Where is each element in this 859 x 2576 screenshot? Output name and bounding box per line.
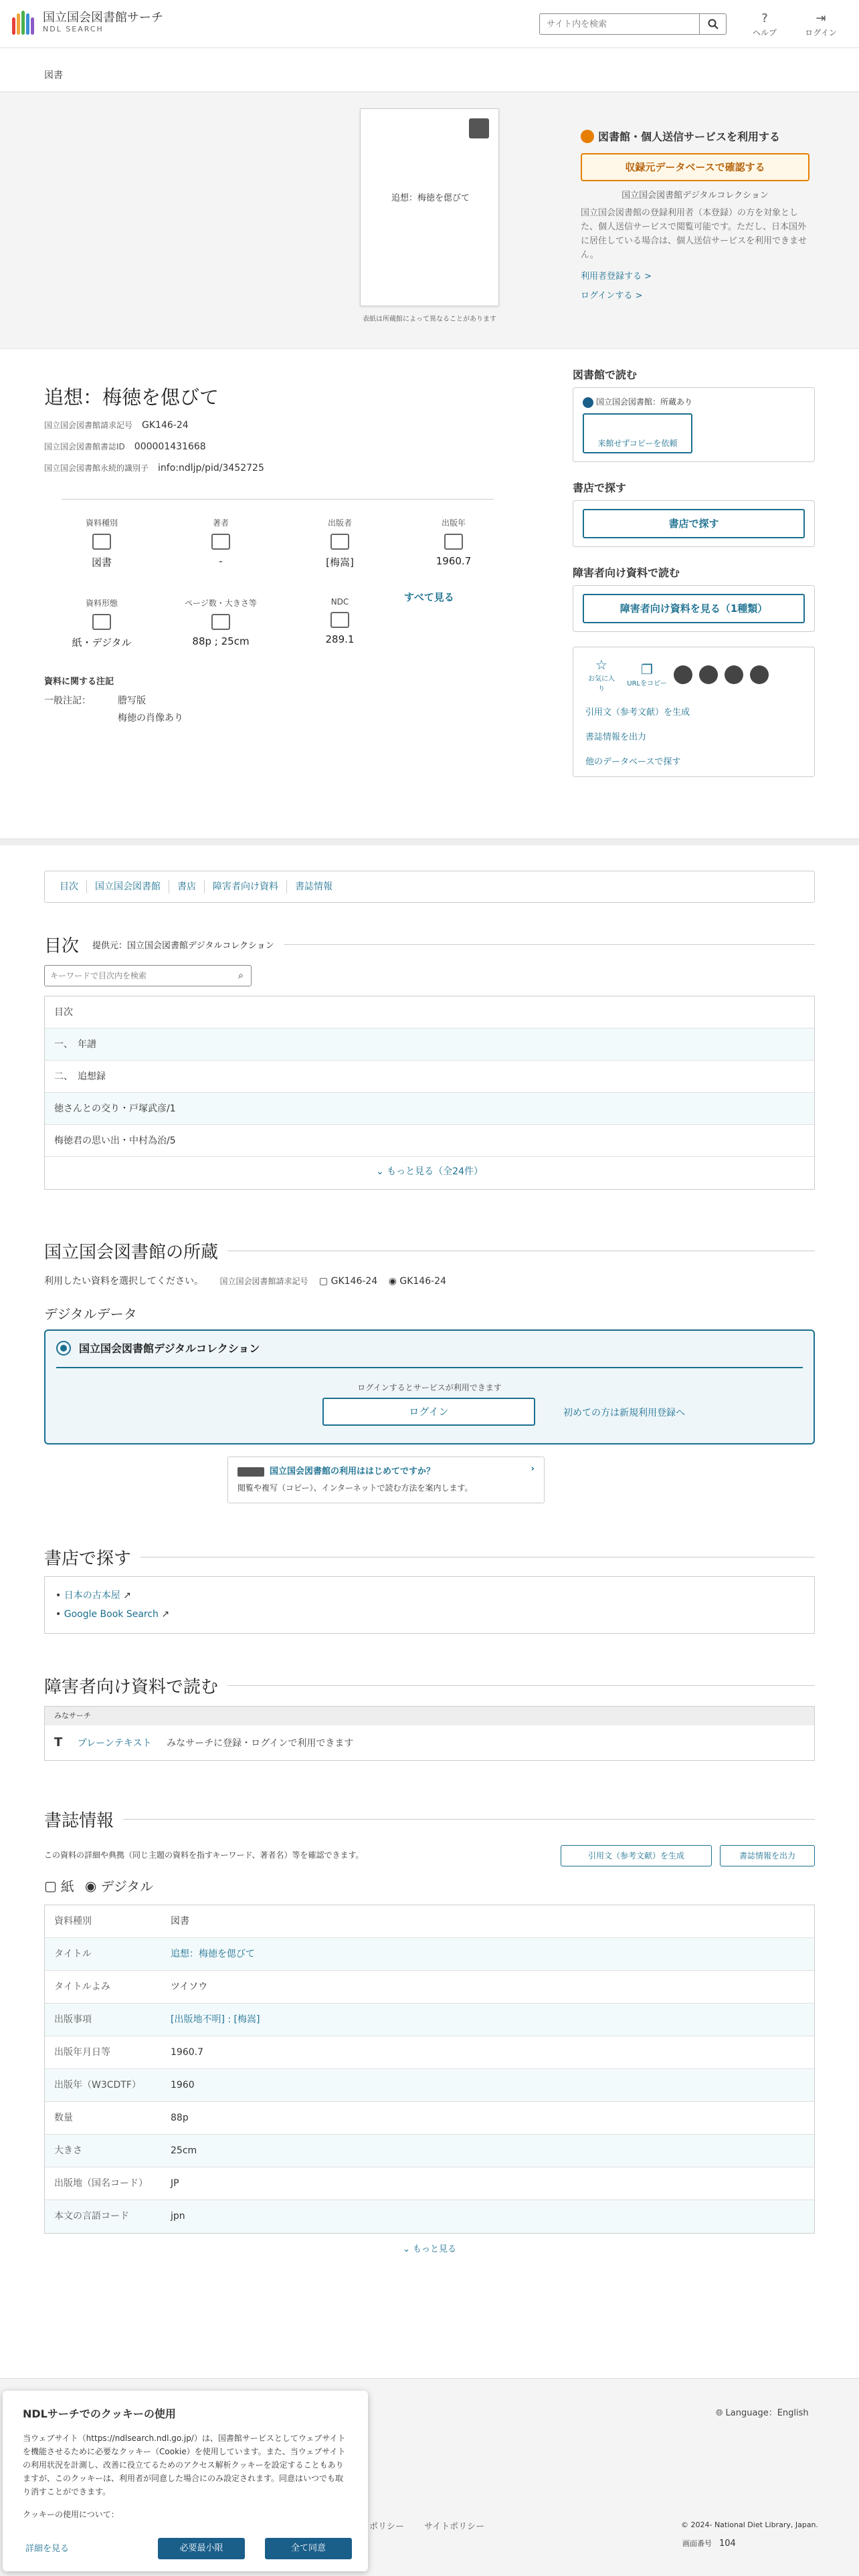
chevron-right-icon: › — [531, 1464, 535, 1474]
section-separator — [0, 839, 859, 845]
service-heading — [581, 128, 809, 144]
service-description: 国立国会図書館の登録利用者（本登録）の方を対象とした、個人送信サービスで閲覧可能です。ただし、日本国外に居住している場合は、個人送信サービスを利用できません。 — [581, 208, 807, 260]
search-button[interactable] — [700, 13, 727, 35]
toc-provider: 提供元：国立国会図書館デジタルコレクション — [92, 941, 274, 951]
bib-desc: この資料の詳細や典拠（同じ主題の資料を指すキーワード、著者名）等を確認できます。 — [44, 1850, 364, 1860]
table-row — [45, 2004, 814, 2036]
table-row — [45, 2200, 814, 2233]
copy-url-button[interactable] — [627, 661, 667, 687]
language-icon: 🌐︎ — [716, 2408, 726, 2418]
cover-title: 追想：梅徳を偲びて — [391, 193, 470, 203]
language-label: Language：English — [725, 2408, 809, 2418]
shops-box: • 日本の古本屋 ↗ • Google Book Search ↗ — [44, 1576, 815, 1634]
facet-pages — [181, 597, 261, 647]
meta-label: 国立国会図書館請求記号 — [44, 421, 133, 430]
accessible-box — [573, 585, 815, 632]
table-row — [45, 1905, 814, 1938]
toc-item: 二、 追想録 — [45, 1061, 814, 1093]
toc-search — [44, 965, 252, 986]
facet-value: 図書 — [91, 556, 112, 568]
tab-accessible[interactable]: 障害者向け資料 — [205, 880, 287, 893]
record-notes — [44, 674, 183, 727]
favorite-label: お気に入り — [588, 675, 615, 693]
notes-heading: 資料に関する注記 — [44, 677, 114, 687]
site-policy-link[interactable]: サイトポリシー — [424, 2522, 485, 2532]
facet-label: ページ数・大きさ等 — [185, 599, 257, 608]
copy-url-label: URLをコピー — [627, 680, 667, 687]
side-panel — [573, 349, 815, 777]
cookie-agree-button[interactable]: 全て同意 — [265, 2538, 352, 2559]
holdings-heading — [44, 1239, 815, 1263]
find-in-shop-button[interactable]: 書店で探す — [583, 509, 805, 538]
plain-text-link[interactable]: プレーンテキスト — [77, 1738, 152, 1749]
logo-text-en: NDL SEARCH — [43, 25, 104, 33]
source-db-button[interactable]: 収録元データベースで確認する — [581, 153, 809, 181]
page-label: 画面番号 — [682, 2539, 712, 2548]
facet-author — [181, 517, 261, 567]
toc-list — [44, 996, 815, 1190]
facet-year — [413, 517, 494, 567]
digital-collection-box[interactable] — [44, 1329, 815, 1444]
bib-key: 本文の言語コード — [54, 2211, 129, 2222]
bib-value: 1960.7 — [171, 2047, 203, 2058]
table-row — [45, 2102, 814, 2135]
facet-label: NDC — [330, 597, 349, 607]
bib-key: 資料種別 — [54, 1916, 92, 1927]
holdings-select-row — [44, 1274, 815, 1287]
login-button[interactable] — [797, 11, 844, 38]
tab-toc[interactable]: 目次 — [52, 880, 87, 893]
register-link[interactable]: 利用者登録する > — [581, 272, 652, 282]
paper-icon: ▢ — [44, 1877, 57, 1894]
tab-ndl[interactable]: 国立国会図書館 — [87, 880, 169, 893]
collection-radio[interactable] — [56, 1341, 71, 1356]
meta-value: info:ndljp/pid/3452725 — [158, 463, 264, 473]
table-row — [45, 2167, 814, 2200]
facet-value: 88p ; 25cm — [192, 635, 250, 647]
top-panel — [0, 92, 859, 349]
bib-value: ツイソウ — [171, 1981, 208, 1992]
note-item: 謄写版 — [118, 695, 146, 706]
callno-label: 国立国会図書館請求記号 — [219, 1277, 308, 1286]
shop-box — [573, 500, 815, 547]
paper-icon: ▢ — [318, 1276, 328, 1287]
toc-more-label: もっと見る（全24件） — [387, 1166, 483, 1177]
external-link-icon: ↗ — [123, 1590, 131, 1601]
login-icon: ⇥ — [816, 11, 826, 25]
page-number — [682, 2538, 736, 2549]
logo-text-jp: 国立国会図書館サーチ — [43, 11, 163, 25]
table-row — [45, 2036, 814, 2069]
first-time-guide[interactable] — [227, 1457, 545, 1503]
favorite-button[interactable] — [585, 657, 617, 693]
copyright: © 2024- National Diet Library, Japan. — [681, 2520, 819, 2529]
generate-citation-button[interactable]: 引用文（参考文献）を生成 — [561, 1845, 712, 1866]
export-bib-link[interactable]: 書誌情報を出力 — [585, 732, 647, 742]
toc-item: 徳さんとの交り・戸塚武彦/1 — [45, 1093, 814, 1125]
document-icon — [92, 534, 111, 550]
bib-publisher-link[interactable]: [出版地不明] : [梅嵩] — [171, 2014, 260, 2025]
digital-icon: ◉ — [388, 1276, 397, 1287]
paper-digital-icon — [92, 614, 111, 630]
building-icon — [330, 534, 349, 550]
bib-key: 出版事項 — [54, 2014, 92, 2025]
export-bib-button[interactable]: 書誌情報を出力 — [720, 1845, 815, 1866]
new-register-link[interactable]: 初めての方は新規利用登録へ — [563, 1408, 685, 1418]
facet-value: 289.1 — [325, 633, 355, 645]
bib-heading: 書誌情報 — [44, 1811, 114, 1831]
login-note: ログインするとサービスが利用できます — [357, 1383, 502, 1392]
cookie-title: NDLサーチでのクッキーの使用 — [23, 2407, 176, 2420]
cover-note: 表紙は所蔵館によって異なることがあります — [363, 316, 496, 323]
calendar-icon — [444, 534, 463, 550]
cookie-banner — [3, 2391, 368, 2571]
bib-section — [44, 1807, 815, 2254]
accessible-heading: 障害者向け資料で読む — [573, 566, 680, 579]
holdings-section — [44, 1239, 815, 1444]
facet-label: 出版者 — [327, 518, 352, 528]
facet-publisher — [300, 517, 380, 569]
digital-heading: デジタルデータ — [44, 1306, 137, 1322]
facet-label: 資料形態 — [85, 599, 118, 608]
privacy-policy-link[interactable]: ポリシー — [369, 2522, 405, 2532]
holding-text: 国立国会図書館：所蔵あり — [596, 397, 693, 407]
toc-item: 目次 — [45, 996, 814, 1029]
bib-value: JP — [171, 2178, 179, 2189]
bib-key: タイトル — [54, 1949, 92, 1959]
pen-icon — [211, 534, 230, 550]
generate-citation-link[interactable]: 引用文（参考文献）を生成 — [585, 707, 690, 718]
star-icon: ☆ — [595, 656, 607, 673]
bib-key: 数量 — [54, 2113, 73, 2123]
accessible-section-heading: 障害者向け資料で読む — [44, 1677, 219, 1697]
service-collection: 国立国会図書館デジタルコレクション — [622, 191, 769, 201]
meta-label: 国立国会図書館書誌ID — [44, 442, 125, 451]
section-tabs — [44, 871, 815, 903]
bib-kind-row — [44, 1876, 815, 1895]
toc-heading: 目次 — [44, 936, 80, 956]
cookie-usage: クッキーの使用について： — [23, 2510, 119, 2519]
ndl-logo[interactable] — [9, 9, 163, 36]
facet-value: [梅嵩] — [326, 556, 354, 568]
record-meta — [44, 415, 264, 479]
service-heading-text: 図書館・個人送信サービスを利用する — [598, 130, 781, 143]
service-icon — [581, 130, 594, 143]
login-button-digital[interactable]: ログイン — [322, 1398, 535, 1426]
toc-search-input[interactable] — [45, 966, 231, 986]
x-share-icon[interactable] — [674, 665, 692, 684]
help-button[interactable] — [741, 11, 788, 38]
book-icon — [469, 118, 489, 138]
facet-ndc — [300, 597, 380, 645]
bib-value: 1960 — [171, 2080, 195, 2090]
line-share-icon[interactable] — [725, 665, 743, 684]
notes-label: 一般注記： — [44, 695, 91, 706]
accessible-button[interactable]: 障害者向け資料を見る（1種類） — [583, 594, 805, 623]
building-icon — [237, 1467, 264, 1477]
bib-value: 88p — [171, 2113, 189, 2123]
shop-link-google[interactable]: Google Book Search — [64, 1609, 159, 1620]
holdings-heading-text: 国立国会図書館の所蔵 — [44, 1243, 219, 1263]
help-label: ヘルプ — [752, 28, 777, 37]
guide-title: 国立国会図書館の利用ははじめてですか？ — [270, 1467, 436, 1477]
accessible-note: みなサーチに登録・ログインで利用できます — [167, 1738, 354, 1749]
table-row — [45, 2135, 814, 2167]
service-panel — [581, 128, 809, 301]
copy-icon: ❐ — [641, 661, 653, 677]
meta-value: GK146-24 — [142, 420, 189, 431]
cookie-body: 当ウェブサイト（https://ndlsearch.ndl.go.jp/）は、国書館サービスとしてウェブサイトを機能させるために必要なクッキー（Cookie）を使用しています。また、当ウェブサイトの利用状況を計測し、改善に役立てるためのアクセス解析クッキーを設定することもありますが、このクッキーは、利用者が同意した場合にのみ設定されます。同意はいつでも取り消すことができます。 — [23, 2434, 346, 2496]
toc-item: 一、 年譜 — [45, 1029, 814, 1061]
shops-heading: 書店で探す — [44, 1549, 132, 1569]
ruler-icon — [211, 614, 230, 630]
accessible-section — [44, 1673, 815, 1761]
guide-desc: 閲覧や複写（コピー）、インターネットで読む方法を案内します。 — [237, 1483, 473, 1493]
login-label: ログイン — [805, 28, 837, 37]
bib-title-link[interactable]: 追想：梅徳を偲びて — [171, 1949, 255, 1959]
collection-label: 国立国会図書館デジタルコレクション — [79, 1342, 260, 1355]
bib-value: jpn — [171, 2211, 185, 2222]
bib-value: 図書 — [171, 1916, 189, 1927]
library-box — [573, 387, 815, 462]
facet-value: 紙・デジタル — [72, 637, 132, 649]
language-switch[interactable] — [716, 2405, 809, 2418]
bib-more-label: もっと見る — [413, 2244, 457, 2254]
kind-digital: デジタル — [100, 1879, 154, 1895]
search-input[interactable] — [539, 13, 700, 35]
bib-table — [44, 1905, 815, 2234]
toc-more-link[interactable] — [45, 1157, 814, 1189]
text-icon: T — [54, 1735, 63, 1749]
bib-key: 出版年月日等 — [54, 2047, 110, 2058]
shop-heading: 書店で探す — [573, 481, 627, 494]
other-db-link[interactable]: 他のデータベースで探す — [585, 756, 681, 767]
facet-type — [62, 517, 142, 569]
external-link-icon: ↗ — [161, 1609, 170, 1620]
list-icon — [330, 612, 349, 628]
breadcrumb: 図書 — [0, 48, 859, 92]
facet-form — [62, 597, 142, 649]
shop-link-kosho[interactable]: 日本の古本屋 — [64, 1590, 120, 1601]
tab-shop[interactable]: 書店 — [169, 880, 205, 893]
meta-label: 国立国会図書館永続的識別子 — [44, 463, 149, 473]
chevron-down-icon: ⌄ — [402, 2244, 413, 2254]
bib-key: 出版年（W3CDTF） — [54, 2080, 141, 2090]
toc-section — [44, 932, 815, 1190]
callno-digital: GK146-24 — [399, 1276, 446, 1287]
library-heading: 図書館で読む — [573, 368, 638, 381]
holdings-select-text: 利用したい資料を選択してください。 — [44, 1276, 203, 1287]
facet-value: 1960.7 — [436, 555, 472, 567]
bib-key: 大きさ — [54, 2145, 82, 2156]
accessible-box-main — [44, 1706, 815, 1761]
show-all-link[interactable]: すべて見る — [404, 591, 454, 603]
logo-mark-icon — [9, 9, 37, 36]
table-row — [45, 1938, 814, 1971]
cookie-minimal-button[interactable]: 必要最小限 — [158, 2538, 245, 2559]
library-icon — [583, 397, 593, 408]
help-icon: ? — [761, 11, 768, 25]
site-search — [539, 13, 727, 35]
holding-status — [583, 396, 805, 408]
bib-key: 出版地（国名コード） — [54, 2178, 148, 2189]
search-icon[interactable]: ⌕ — [238, 970, 244, 981]
toc-item: 梅徳君の思い出・中村為治/5 — [45, 1125, 814, 1157]
facet-label: 出版年 — [441, 518, 466, 528]
tools-box — [573, 647, 815, 777]
bib-value: 25cm — [171, 2145, 197, 2156]
cover-image — [360, 108, 499, 306]
meta-value: 000001431668 — [134, 441, 206, 452]
facebook-share-icon[interactable] — [699, 665, 718, 684]
bib-more-link[interactable] — [44, 2242, 815, 2254]
accessible-source: みなサーチ — [45, 1707, 814, 1725]
table-row — [45, 2069, 814, 2102]
facet-label: 資料種別 — [85, 518, 118, 528]
callno-paper: GK146-24 — [330, 1276, 378, 1287]
cookie-detail-link[interactable]: 詳細を見る — [25, 2544, 70, 2554]
kind-paper: 紙 — [60, 1879, 74, 1895]
bib-key: タイトルよみ — [54, 1981, 110, 1992]
mail-share-icon[interactable] — [750, 665, 769, 684]
page-no: 104 — [719, 2539, 736, 2549]
copy-request-button[interactable]: 来館せずコピーを依頼 — [583, 413, 692, 453]
tab-bib[interactable]: 書誌情報 — [295, 881, 332, 892]
note-item: 梅徳の肖像あり — [118, 713, 183, 724]
bib-desc-row — [44, 1845, 815, 1869]
login-link[interactable]: ログインする > — [581, 291, 643, 301]
site-header — [0, 0, 859, 48]
table-row — [45, 1971, 814, 2004]
shops-section — [44, 1545, 815, 1634]
chevron-down-icon: ⌄ — [375, 1166, 387, 1177]
search-icon — [708, 19, 719, 29]
facet-value: - — [219, 555, 223, 567]
facet-label: 著者 — [212, 518, 229, 528]
record-title: 追想：梅徳を偲びて — [44, 386, 219, 409]
digital-icon: ◉ — [84, 1877, 97, 1894]
